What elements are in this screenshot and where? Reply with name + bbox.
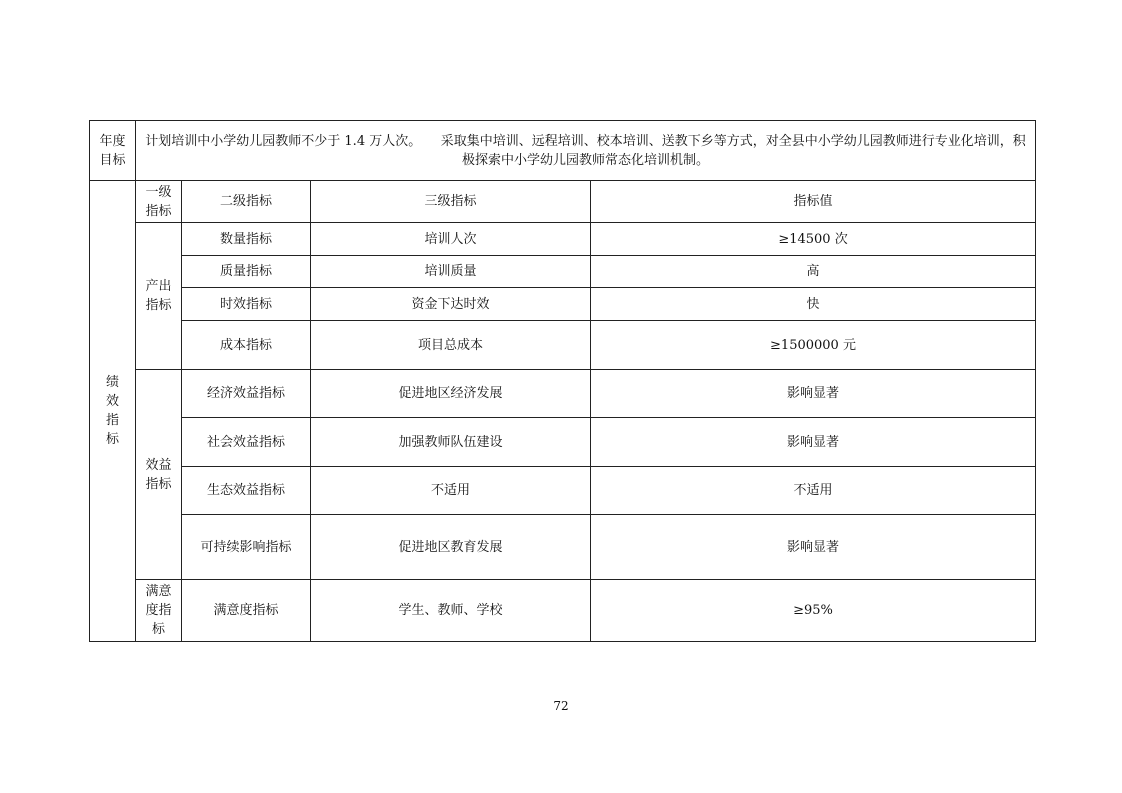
cell-value: 影响显著 [591, 418, 1036, 467]
header-value: 指标值 [591, 181, 1036, 223]
cell-value: ≥1500000 元 [591, 321, 1036, 370]
cell-value: 不适用 [591, 467, 1036, 515]
cell-level2: 社会效益指标 [182, 418, 311, 467]
table-row [90, 580, 1036, 642]
cell-level2: 可持续影响指标 [182, 515, 311, 580]
cell-value: 影响显著 [591, 370, 1036, 418]
cell-level2: 成本指标 [182, 321, 311, 370]
cell-level3: 不适用 [311, 467, 591, 515]
table-row [90, 288, 1036, 321]
page-number: 72 [553, 699, 569, 713]
performance-table [89, 120, 1036, 642]
cell-level2: 数量指标 [182, 223, 311, 256]
cell-value: 影响显著 [591, 515, 1036, 580]
table-row [90, 370, 1036, 418]
header-level1: 一级指标 [136, 181, 182, 223]
annual-goal-label: 年度目标 [90, 121, 136, 181]
table-row [90, 321, 1036, 370]
cell-level3: 培训质量 [311, 256, 591, 288]
cell-value: ≥14500 次 [591, 223, 1036, 256]
performance-label: 绩 效 指 标 [90, 181, 136, 642]
annual-goal-row [90, 121, 1036, 181]
cell-level3: 促进地区教育发展 [311, 515, 591, 580]
cell-level3: 项目总成本 [311, 321, 591, 370]
benefit-label: 效益指标 [136, 370, 182, 580]
table-row [90, 515, 1036, 580]
header-level2: 二级指标 [182, 181, 311, 223]
table-row [90, 418, 1036, 467]
cell-level2: 满意度指标 [182, 580, 311, 642]
cell-level2: 时效指标 [182, 288, 311, 321]
cell-level3: 资金下达时效 [311, 288, 591, 321]
cell-level2: 生态效益指标 [182, 467, 311, 515]
output-label: 产出指标 [136, 223, 182, 370]
cell-level3: 促进地区经济发展 [311, 370, 591, 418]
satisfaction-label: 满意度指标 [136, 580, 182, 642]
cell-value: 快 [591, 288, 1036, 321]
table-row [90, 467, 1036, 515]
cell-level3: 培训人次 [311, 223, 591, 256]
header-row [90, 181, 1036, 223]
cell-level2: 经济效益指标 [182, 370, 311, 418]
header-level3: 三级指标 [311, 181, 591, 223]
cell-value: 高 [591, 256, 1036, 288]
annual-goal-text: 计划培训中小学幼儿园教师不少于 1.4 万人次。 采取集中培训、远程培训、校本培训、送教下乡等方式，对全县中小学幼儿园教师进行专业化培训，积极探索中小学幼儿园教师常态化培训机制。 [136, 121, 1036, 181]
cell-level2: 质量指标 [182, 256, 311, 288]
table-row [90, 256, 1036, 288]
cell-level3: 学生、教师、学校 [311, 580, 591, 642]
cell-level3: 加强教师队伍建设 [311, 418, 591, 467]
table-row [90, 223, 1036, 256]
cell-value: ≥95% [591, 580, 1036, 642]
